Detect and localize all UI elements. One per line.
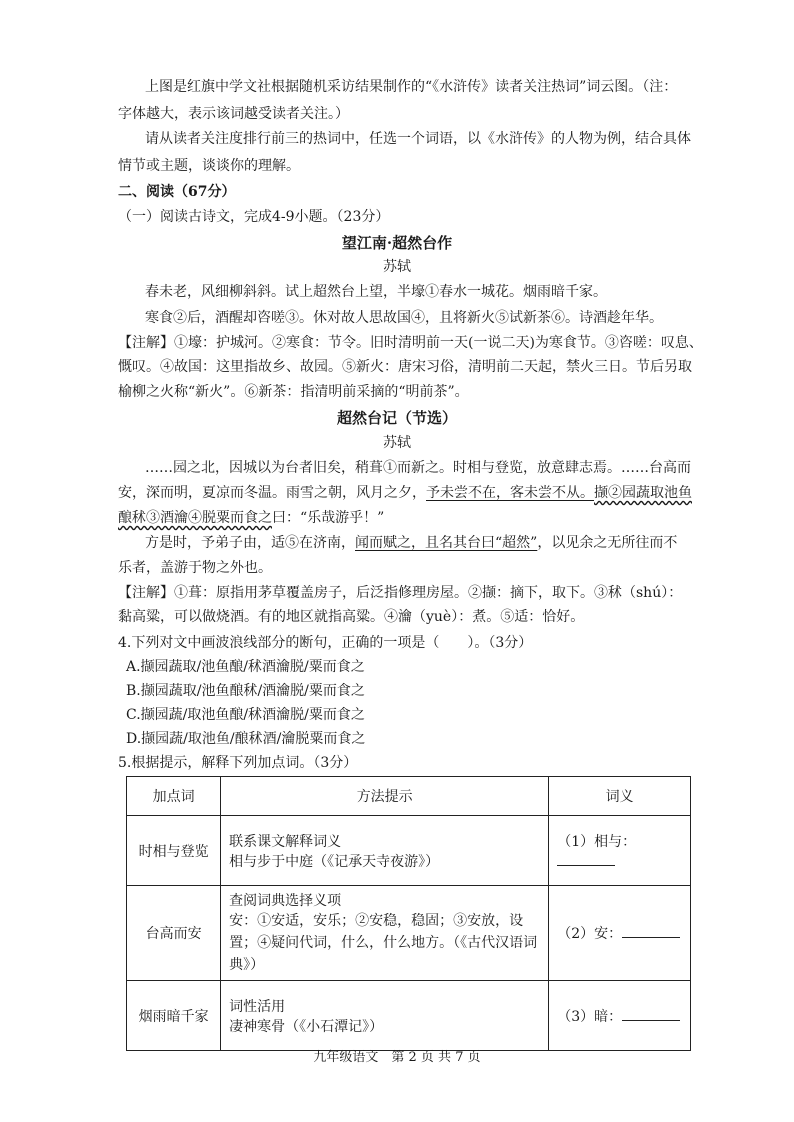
q4-option-d: D.撷园蔬/取池鱼/酿秫酒/瀹脱粟而食之	[126, 731, 366, 747]
answer-label: （3）暗：	[557, 1008, 623, 1025]
poem-note-1: 【注解】①壕：护城河。②寒食：节令。旧时清明前一天(一说二天)为寒食节。③咨嗟：叹息、	[118, 335, 703, 351]
wavy-underlined-text: 酿秫③酒瀹④脱粟而食之	[118, 510, 272, 526]
section-title: 二、阅读（67分）	[118, 184, 236, 200]
table-row	[127, 981, 691, 1051]
method-cell	[221, 981, 549, 1051]
prose-line-3	[118, 507, 384, 529]
underlined-sentence: 予未尝不在，客未尝不从。	[426, 485, 594, 501]
prose-text: 安，深而明，夏凉而冬温。雨雪之朝，风月之夕，	[118, 485, 426, 501]
answer-label: （2）安：	[557, 926, 623, 942]
prose-note-2: 黏高粱，可以做烧酒。有的地区就指高粱。④瀹（yuè）：煮。⑤适：恰好。	[118, 609, 585, 625]
prose-text: 曰：“乐哉游乎！”	[272, 510, 385, 526]
dotted-word: 时相与登览	[127, 816, 221, 886]
method-cell	[221, 886, 549, 981]
prose-note-1: 【注解】①葺：原指用茅草覆盖房子，后泛指修理房屋。②撷：摘下，取下。③秫（shú）：	[118, 585, 683, 601]
answer-cell	[549, 816, 691, 886]
table-row	[127, 816, 691, 886]
q4-option-b: B.撷园蔬取/池鱼酿秫/酒瀹脱/粟而食之	[126, 683, 365, 699]
dotted-word: 烟雨暗千家	[127, 981, 221, 1051]
prose-line-4	[145, 532, 677, 554]
intro-line-2: 字体越大，表示该词越受读者关注。）	[118, 106, 349, 122]
answer-blank[interactable]	[622, 923, 680, 938]
prose-text: 方是时，予弟子由，适⑤在济南，	[145, 535, 355, 551]
prose-text: ①而新之。时相与登览，放意肆志焉。……台高而	[383, 460, 691, 476]
method-cell	[221, 816, 549, 886]
poem-line-2: 寒食②后，酒醒却咨嗟③。休对故人思故国④，且将新火⑤试新茶⑥。诗酒趁年华。	[145, 310, 663, 326]
answer-cell	[549, 981, 691, 1051]
poem-note-3: 榆柳之火称“新火”。⑥新茶：指清明前采摘的“明前茶”。	[118, 384, 469, 400]
underlined-sentence: 闻而赋之，且名其台曰“超然”	[355, 535, 538, 551]
q5-table	[126, 776, 691, 1051]
q5-stem: 5.根据提示，解释下列加点词。（3分）	[118, 755, 358, 771]
intro-line-4: 情节或主题，谈谈你的理解。	[118, 158, 300, 174]
answer-blank[interactable]	[622, 1006, 680, 1021]
header-meaning: 词义	[549, 777, 691, 816]
dotted-word: 台高而安	[127, 886, 221, 981]
method-detail: 安：①安适，安乐；②安稳，稳固；③安放，设置；④疑问代词，什么，什么地方。（《古代汉语词典》）	[229, 913, 538, 973]
answer-blank[interactable]	[557, 851, 615, 866]
prose-author: 苏轼	[383, 435, 411, 451]
q4-option-c: C.撷园蔬/取池鱼酿/秫酒瀹脱/粟而食之	[126, 707, 365, 723]
prose-line-1	[145, 457, 691, 479]
poem-author: 苏轼	[383, 259, 411, 275]
header-method: 方法提示	[221, 777, 549, 816]
prose-text: ……园之北，因城以为台者旧矣，稍葺	[145, 460, 383, 476]
prose-line-2	[118, 482, 692, 504]
method-detail: 凄神寒骨（《小石潭记》）	[229, 1018, 384, 1035]
subsection-title: （一）阅读古诗文，完成4-9小题。（23分）	[118, 209, 390, 225]
method-title: 联系课文解释词义	[229, 833, 342, 850]
table-header-row	[127, 777, 691, 816]
poem-title: 望江南·超然台作	[341, 234, 453, 252]
header-word: 加点词	[127, 777, 221, 816]
method-title: 查阅词典选择义项	[229, 893, 342, 909]
poem-line-1: 春未老，风细柳斜斜。试上超然台上望，半壕①春水一城花。烟雨暗千家。	[145, 284, 607, 300]
intro-line-1: 上图是红旗中学文社根据随机采访结果制作的“《水浒传》读者关注热词”词云图。（注：	[145, 79, 678, 95]
q4-stem: 4.下列对文中画波浪线部分的断句，正确的一项是（ ）。（3分）	[118, 635, 533, 651]
answer-label: （1）相与：	[557, 834, 637, 850]
prose-title: 超然台记（节选）	[336, 409, 457, 427]
q4-option-a: A.撷园蔬取/池鱼酿/秫酒瀹脱/粟而食之	[126, 659, 365, 675]
intro-line-3: 请从读者关注度排行前三的热词中，任选一个词语，以《水浒传》的人物为例，结合具体	[145, 131, 691, 147]
answer-cell	[549, 886, 691, 981]
method-detail: 相与步于中庭（《记承天寺夜游》）	[229, 853, 440, 870]
page-footer: 九年级语文 第 2 页 共 7 页	[313, 1050, 481, 1065]
method-title: 词性活用	[229, 998, 286, 1015]
prose-line-5: 乐者，盖游于物之外也。	[118, 560, 272, 576]
poem-note-2: 慨叹。④故国：这里指故乡、故园。⑤新火：唐宋习俗，清明前二天起，禁火三日。节后另取	[118, 359, 692, 375]
table-row	[127, 886, 691, 981]
prose-text: ，以见余之无所往而不	[537, 535, 678, 551]
wavy-underlined-text: 撷②园蔬取池鱼	[594, 485, 692, 501]
